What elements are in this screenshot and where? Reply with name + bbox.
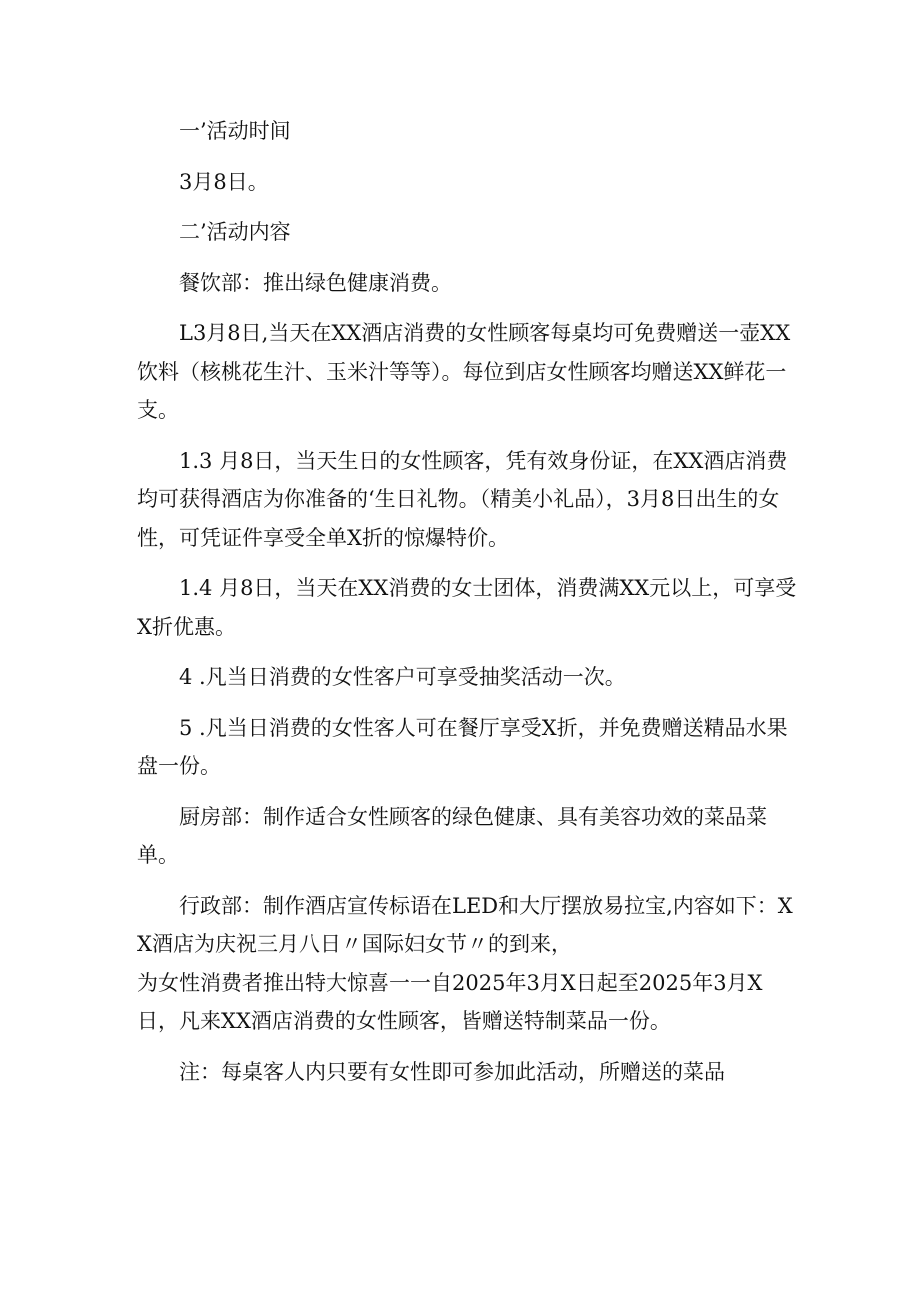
item-restaurant-discount-paragraph: 5 .凡当日消费的女性客人可在餐厅享受X折，并免费赠送精品水果盘一份。 (137, 715, 788, 778)
document-body (137, 112, 797, 1103)
item-group-discount-paragraph: 1.4 月8日，当天在XX消费的女士团体，消费满XX元以上，可享受X折优惠。 (137, 576, 797, 639)
promotion-slogan-paragraph: 为女性消费者推出特大惊喜一一自2025年3月X日起至2025年3月X日，凡来XX酒店消费的女性顾客，皆赠送特制菜品一份。 (137, 970, 763, 1033)
section-heading-activity-time: 一’活动时间 (179, 119, 291, 143)
item-lottery-paragraph: 4 .凡当日消费的女性客户可享受抽奖活动一次。 (179, 665, 626, 689)
item-birthday-gift-paragraph: 1.3 月8日，当天生日的女性顾客，凭有效身份证，在XX酒店消费均可获得酒店为你准备的‘生日礼物。（精美小礼品），3月8日出生的女性，可凭证件享受全单X折的惊爆特价。 (137, 448, 788, 550)
catering-dept-paragraph: 餐饮部：推出绿色健康消费。 (179, 270, 452, 295)
note-paragraph: 注：每桌客人内只要有女性即可参加此活动，所赠送的菜品 (179, 1059, 725, 1084)
section-heading-activity-content: 二’活动内容 (179, 220, 291, 244)
kitchen-dept-paragraph: 厨房部：制作适合女性顾客的绿色健康、具有美容功效的菜品菜单。 (137, 804, 767, 867)
activity-date: 3月8日。 (179, 169, 269, 194)
item-free-drink-paragraph: L3月8日,当天在XX酒店消费的女性顾客每桌均可免费赠送一壶XX饮料（核桃花生汁、玉米汁等等）。每位到店女性顾客均赠送XX鲜花一支。 (137, 321, 791, 422)
admin-dept-paragraph: 行政部：制作酒店宣传标语在LED和大厅摆放易拉宝,内容如下：XX酒店为庆祝三月八日〃国际妇女节〃的到来， (137, 893, 793, 956)
